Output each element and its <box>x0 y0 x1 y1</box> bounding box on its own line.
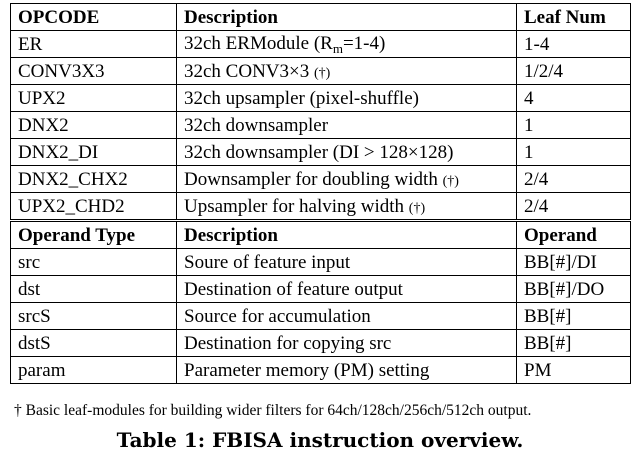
instruction-table <box>10 3 631 384</box>
operand-type-cell: srcS <box>11 303 177 330</box>
description-cell: 32ch upsampler (pixel-shuffle) <box>177 85 517 112</box>
operand-type-cell: src <box>11 249 177 276</box>
operand-cell: BB[#]/DO <box>517 276 631 303</box>
opcode-cell: DNX2_DI <box>11 139 177 166</box>
table-row <box>11 58 631 85</box>
table-row <box>11 139 631 166</box>
table-row <box>11 276 631 303</box>
description-cell <box>177 58 517 85</box>
opcode-cell: UPX2_CHD2 <box>11 193 177 221</box>
operand-cell: BB[#] <box>517 330 631 357</box>
description-header: Description <box>177 221 517 249</box>
opcode-header: OPCODE <box>11 4 177 31</box>
description-cell: Destination of feature output <box>177 276 517 303</box>
operand-cell: BB[#] <box>517 303 631 330</box>
table-row <box>11 357 631 384</box>
leaf-num-header: Leaf Num <box>517 4 631 31</box>
opcode-header-row <box>11 4 631 31</box>
opcode-section <box>11 4 631 221</box>
leaf-num-cell: 2/4 <box>517 193 631 221</box>
operand-type-header: Operand Type <box>11 221 177 249</box>
operand-header-row <box>11 221 631 249</box>
description-cell: Soure of feature input <box>177 249 517 276</box>
description-subscript: m <box>332 40 343 56</box>
opcode-cell: DNX2_CHX2 <box>11 166 177 193</box>
opcode-cell: UPX2 <box>11 85 177 112</box>
description-text: 32ch ERModule (R <box>184 32 333 54</box>
description-text-after: =1-4) <box>342 32 386 54</box>
dagger-mark: (†) <box>314 65 331 81</box>
leaf-num-cell: 1-4 <box>517 31 631 58</box>
table-row <box>11 249 631 276</box>
operand-section <box>11 221 631 384</box>
operand-type-cell: param <box>11 357 177 384</box>
table-row <box>11 85 631 112</box>
description-text: Upsampler for halving width <box>184 195 405 217</box>
description-cell <box>177 166 517 193</box>
description-cell: Source for accumulation <box>177 303 517 330</box>
description-text: Downsampler for doubling width <box>184 168 438 190</box>
table-row <box>11 166 631 193</box>
operand-cell: BB[#]/DI <box>517 249 631 276</box>
description-cell <box>177 193 517 221</box>
description-cell: Destination for copying src <box>177 330 517 357</box>
opcode-cell: ER <box>11 31 177 58</box>
dagger-mark: (†) <box>442 173 459 189</box>
description-cell <box>177 31 517 58</box>
description-cell: Parameter memory (PM) setting <box>177 357 517 384</box>
dagger-mark: (†) <box>408 200 426 216</box>
leaf-num-cell: 1 <box>517 139 631 166</box>
leaf-num-cell: 2/4 <box>517 166 631 193</box>
table-row <box>11 193 631 221</box>
description-cell: 32ch downsampler (DI > 128×128) <box>177 139 517 166</box>
leaf-num-cell: 1/2/4 <box>517 58 631 85</box>
table-row <box>11 31 631 58</box>
table-caption: Table 1: FBISA instruction overview. <box>116 428 524 452</box>
table-footnote: † Basic leaf-modules for building wider filters for 64ch/128ch/256ch/512ch output. <box>14 402 532 419</box>
leaf-num-cell: 4 <box>517 85 631 112</box>
description-header: Description <box>177 4 517 31</box>
operand-type-cell: dst <box>11 276 177 303</box>
leaf-num-cell: 1 <box>517 112 631 139</box>
operand-cell: PM <box>517 357 631 384</box>
operand-header: Operand <box>517 221 631 249</box>
description-cell: 32ch downsampler <box>177 112 517 139</box>
opcode-cell: CONV3X3 <box>11 58 177 85</box>
table-row <box>11 330 631 357</box>
table-row <box>11 303 631 330</box>
description-text: 32ch CONV3×3 <box>184 60 310 82</box>
table-row <box>11 112 631 139</box>
opcode-cell: DNX2 <box>11 112 177 139</box>
operand-type-cell: dstS <box>11 330 177 357</box>
